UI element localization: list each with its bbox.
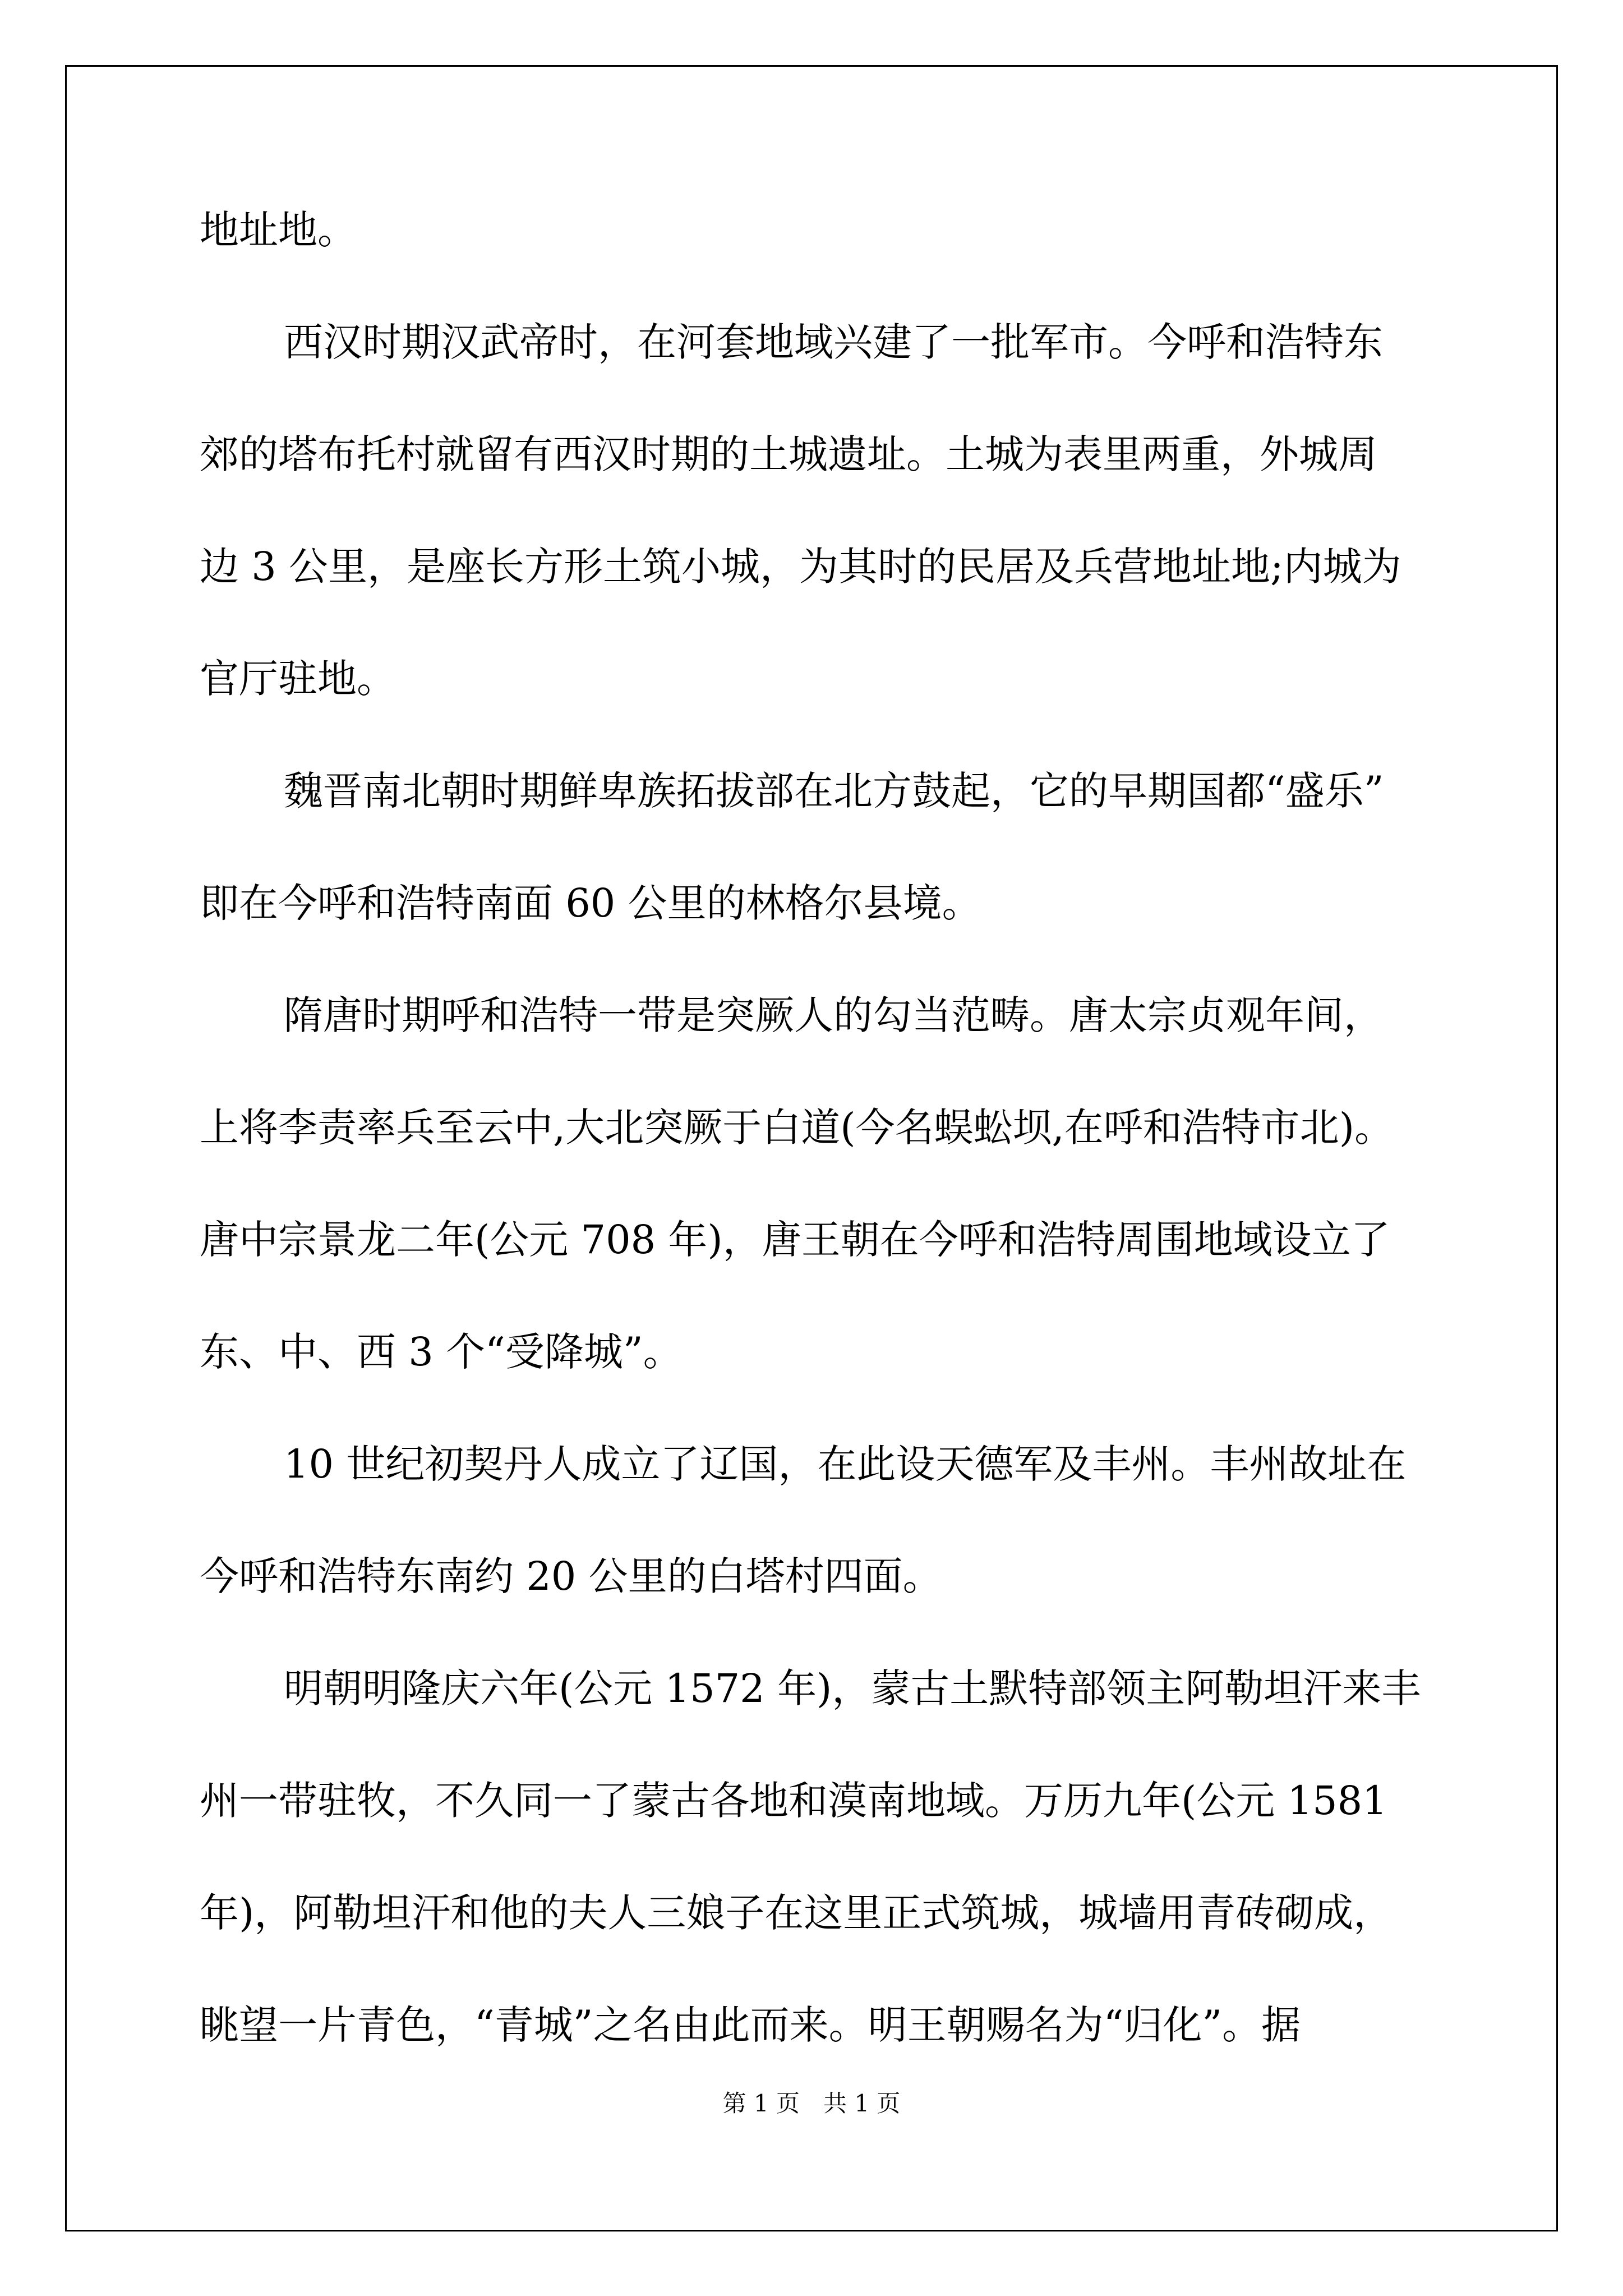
text-line: 东、中、西 3 个“受降城”。	[200, 1329, 683, 1375]
text-line: 隋唐时期呼和浩特一带是突厥人的勾当范畴。唐太宗贞观年间，	[284, 992, 1383, 1038]
text-line: 眺望一片青色，“青城”之名由此而来。明王朝赐名为“归化”。据	[200, 2002, 1301, 2048]
text-line: 官厅驻地。	[200, 656, 396, 702]
text-line: 地址地。	[200, 207, 357, 253]
text-line: 10 世纪初契丹人成立了辽国，在此设天德军及丰州。丰州故址在	[284, 1441, 1407, 1487]
page-number: 第 1 页 共 1 页	[722, 2090, 901, 2117]
text-line: 魏晋南北朝时期鲜卑族拓拔部在北方鼓起，它的早期国都“盛乐”	[284, 768, 1384, 814]
text-line: 西汉时期汉武帝时，在河套地域兴建了一批军市。今呼和浩特东	[284, 319, 1383, 365]
text-line: 明朝明隆庆六年(公元 1572 年)，蒙古土默特部领主阿勒坦汗来丰	[284, 1665, 1421, 1711]
text-line: 即在今呼和浩特南面 60 公里的林格尔县境。	[200, 880, 981, 926]
text-line: 年)，阿勒坦汗和他的夫人三娘子在这里正式筑城，城墙用青砖砌成，	[200, 1890, 1393, 1936]
text-line: 上将李责率兵至云中,大北突厥于白道(今名蜈蚣坝,在呼和浩特市北)。	[200, 1105, 1394, 1151]
text-line: 边 3 公里，是座长方形土筑小城，为其时的民居及兵营地址地;内城为	[200, 544, 1401, 590]
text-line: 唐中宗景龙二年(公元 708 年)，唐王朝在今呼和浩特周围地域设立了	[200, 1217, 1390, 1263]
text-line: 郊的塔布托村就留有西汉时期的土城遗址。土城为表里两重，外城周	[200, 431, 1377, 477]
text-line: 今呼和浩特东南约 20 公里的白塔村四面。	[200, 1553, 942, 1599]
text-line: 州一带驻牧，不久同一了蒙古各地和漠南地域。万历九年(公元 1581	[200, 1778, 1387, 1824]
